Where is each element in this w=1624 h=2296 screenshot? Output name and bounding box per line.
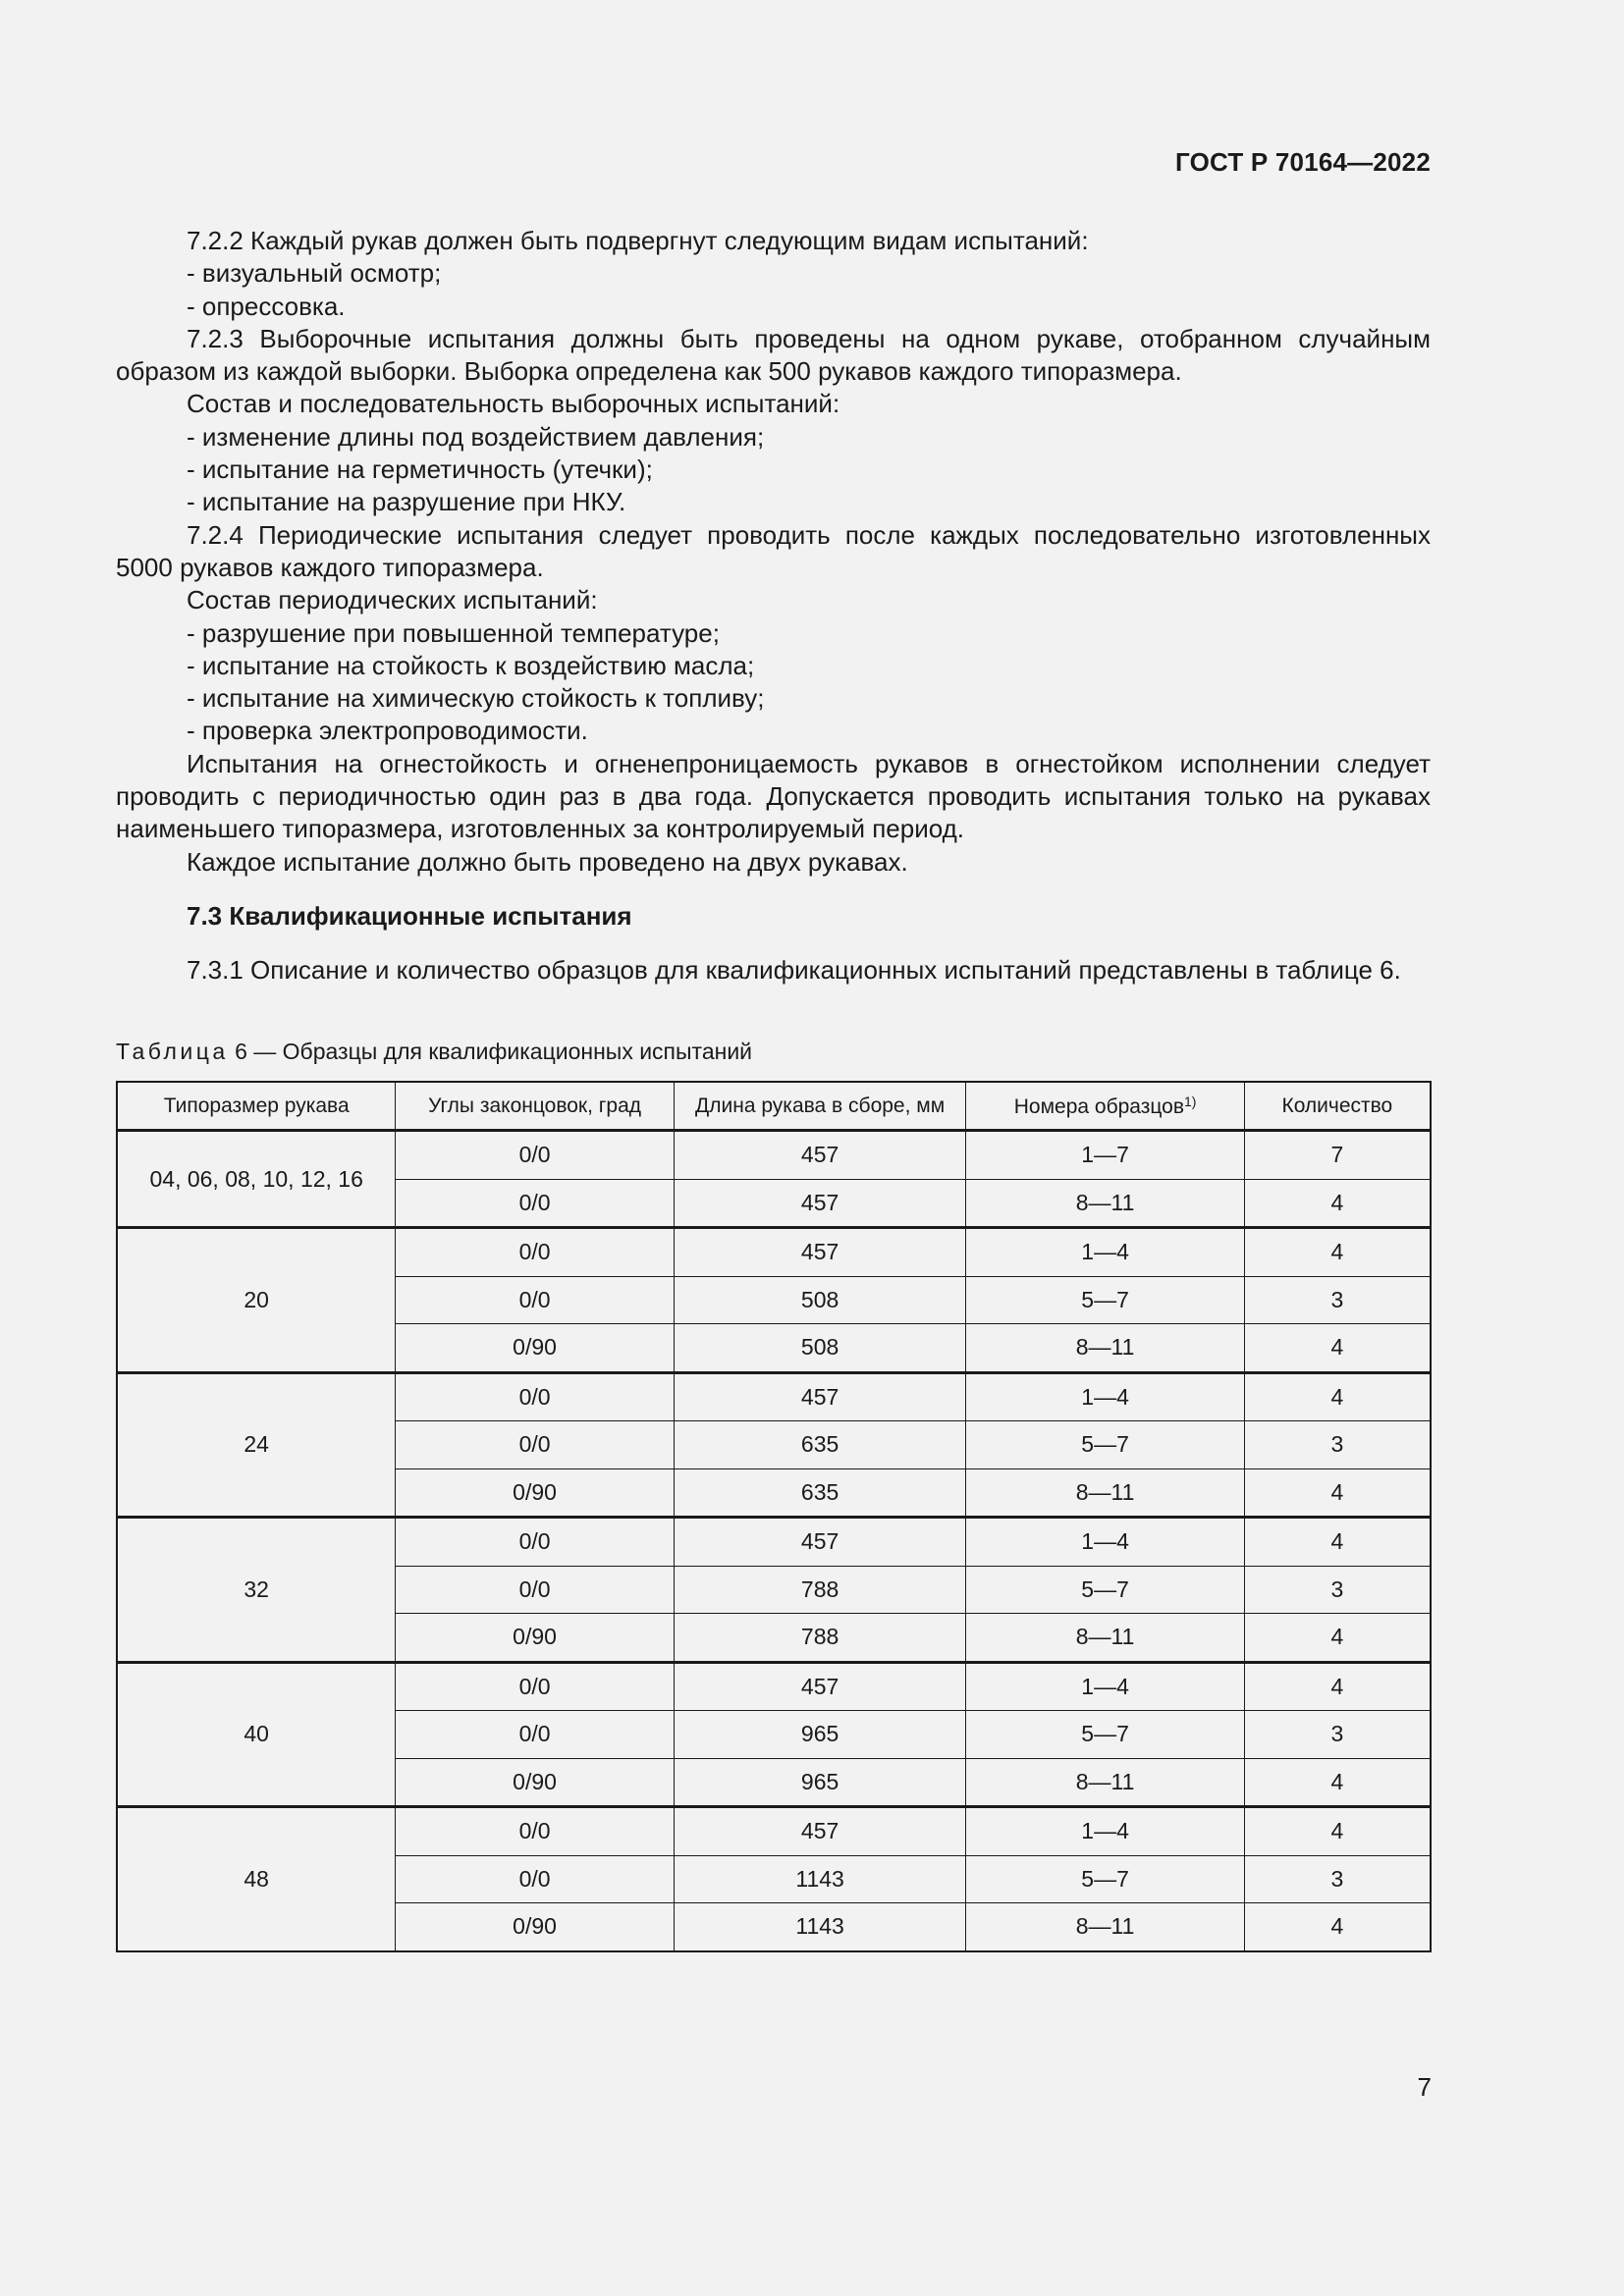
list-item: - испытание на разрушение при НКУ.	[187, 487, 626, 517]
table-cell: 0/0	[396, 1131, 674, 1180]
table-caption-label: Таблица	[116, 1039, 229, 1064]
table-cell: 8—11	[966, 1614, 1244, 1663]
table-cell: 1—4	[966, 1662, 1244, 1711]
table-row	[117, 1372, 1431, 1421]
list-item: - изменение длины под воздействием давления;	[187, 421, 765, 452]
table-cell: 0/0	[396, 1228, 674, 1277]
paragraph: 7.2.4 Периодические испытания следует проводить после каждых последовательно изготовленных 5000 рукавов каждого типоразмера.	[116, 519, 1431, 582]
table-cell: 0/90	[396, 1758, 674, 1807]
paragraph: Испытания на огнестойкость и огненепроницаемость рукавов в огнестойком исполнении следует проводить с периодичностью один раз в два года. Допускается проводить испытания только на рукавах наименьшего типоразмера, изготовленных за контролируемый период.	[116, 748, 1431, 844]
table-cell: 3	[1244, 1711, 1431, 1759]
table-cell: 0/0	[396, 1276, 674, 1324]
list-item: - испытание на герметичность (утечки);	[187, 454, 653, 485]
size-cell: 24	[117, 1372, 396, 1518]
table-cell: 457	[674, 1518, 966, 1567]
table-cell: 0/0	[396, 1566, 674, 1614]
table-cell: 0/90	[396, 1468, 674, 1518]
table-cell: 1—4	[966, 1228, 1244, 1277]
table-cell: 457	[674, 1372, 966, 1421]
table-cell: 8—11	[966, 1324, 1244, 1373]
table-cell: 8—11	[966, 1468, 1244, 1518]
paragraph: Состав периодических испытаний:	[187, 585, 598, 615]
paragraph: 7.3.1 Описание и количество образцов для квалификационных испытаний представлены в таблице 6.	[187, 954, 1401, 985]
paragraph: 7.2.3 Выборочные испытания должны быть проведены на одном рукаве, отобранном случайным образом из каждой выборки. Выборка определена как 500 рукавов каждого типоразмера.	[116, 323, 1431, 387]
table-cell: 4	[1244, 1228, 1431, 1277]
table-cell: 4	[1244, 1662, 1431, 1711]
paragraph: Каждое испытание должно быть проведено на двух рукавах.	[187, 846, 908, 877]
table-cell: 788	[674, 1566, 966, 1614]
table-cell: 4	[1244, 1614, 1431, 1663]
table-cell: 965	[674, 1711, 966, 1759]
table-cell: 0/90	[396, 1324, 674, 1373]
samples-table	[116, 1081, 1432, 1952]
table-cell: 0/0	[396, 1518, 674, 1567]
table-cell: 5—7	[966, 1566, 1244, 1614]
list-item: - проверка электропроводимости.	[187, 716, 588, 746]
list-item: - испытание на химическую стойкость к топливу;	[187, 683, 765, 714]
column-header: Типоразмер рукава	[117, 1082, 396, 1131]
table-cell: 0/0	[396, 1807, 674, 1856]
table-cell: 457	[674, 1228, 966, 1277]
table-cell: 0/90	[396, 1903, 674, 1951]
table-cell: 0/0	[396, 1711, 674, 1759]
table-cell: 5—7	[966, 1276, 1244, 1324]
table-row	[117, 1807, 1431, 1856]
table-cell: 0/0	[396, 1855, 674, 1903]
size-cell: 04, 06, 08, 10, 12, 16	[117, 1131, 396, 1228]
table-cell: 965	[674, 1758, 966, 1807]
table-cell: 3	[1244, 1421, 1431, 1469]
table-row	[117, 1662, 1431, 1711]
table-cell: 8—11	[966, 1758, 1244, 1807]
table-cell: 0/0	[396, 1372, 674, 1421]
list-item: - визуальный осмотр;	[187, 258, 442, 289]
section-heading: 7.3 Квалификационные испытания	[187, 900, 632, 931]
paragraph: 7.2.2 Каждый рукав должен быть подвергнут следующим видам испытаний:	[187, 226, 1089, 255]
page-number: 7	[1417, 2072, 1432, 2102]
table-cell: 8—11	[966, 1903, 1244, 1951]
table-cell: 5—7	[966, 1711, 1244, 1759]
table-cell: 5—7	[966, 1421, 1244, 1469]
size-cell: 40	[117, 1662, 396, 1807]
table-cell: 4	[1244, 1179, 1431, 1228]
table-cell: 4	[1244, 1468, 1431, 1518]
table-cell: 1143	[674, 1903, 966, 1951]
table-cell: 457	[674, 1179, 966, 1228]
table-cell: 0/0	[396, 1421, 674, 1469]
table-caption-text: 6 — Образцы для квалификационных испытаний	[235, 1039, 753, 1064]
table-cell: 0/0	[396, 1179, 674, 1228]
column-header	[966, 1082, 1244, 1131]
table-cell: 7	[1244, 1131, 1431, 1180]
table-header-row	[117, 1082, 1431, 1131]
table-cell: 4	[1244, 1372, 1431, 1421]
table-cell: 635	[674, 1468, 966, 1518]
column-header: Углы законцовок, град	[396, 1082, 674, 1131]
table-row	[117, 1518, 1431, 1567]
table-cell: 1—7	[966, 1131, 1244, 1180]
table-cell: 788	[674, 1614, 966, 1663]
list-item: - разрушение при повышенной температуре;	[187, 617, 720, 648]
table-cell: 8—11	[966, 1179, 1244, 1228]
paragraph: Состав и последовательность выборочных испытаний:	[187, 389, 840, 419]
table-cell: 4	[1244, 1518, 1431, 1567]
table-cell: 3	[1244, 1855, 1431, 1903]
table-cell: 1143	[674, 1855, 966, 1903]
size-cell: 32	[117, 1518, 396, 1663]
table-cell: 5—7	[966, 1855, 1244, 1903]
table-cell: 0/90	[396, 1614, 674, 1663]
footnote-mark: 1)	[1183, 1093, 1197, 1109]
table-cell: 1—4	[966, 1518, 1244, 1567]
table-cell: 457	[674, 1807, 966, 1856]
column-header: Длина рукава в сборе, мм	[674, 1082, 966, 1131]
table-cell: 4	[1244, 1324, 1431, 1373]
table-cell: 3	[1244, 1566, 1431, 1614]
table-cell: 457	[674, 1662, 966, 1711]
table-cell: 1—4	[966, 1372, 1244, 1421]
document-id: ГОСТ Р 70164—2022	[1175, 147, 1431, 177]
size-cell: 20	[117, 1228, 396, 1373]
list-item: - испытание на стойкость к воздействию масла;	[187, 650, 755, 680]
table-cell: 4	[1244, 1807, 1431, 1856]
table-cell: 635	[674, 1421, 966, 1469]
table-cell: 4	[1244, 1758, 1431, 1807]
table-cell: 0/0	[396, 1662, 674, 1711]
table-body	[117, 1131, 1431, 1951]
table-cell: 4	[1244, 1903, 1431, 1951]
column-header: Количество	[1244, 1082, 1431, 1131]
table-cell: 508	[674, 1276, 966, 1324]
table-row	[117, 1228, 1431, 1277]
size-cell: 48	[117, 1807, 396, 1951]
table-cell: 457	[674, 1131, 966, 1180]
document-body	[116, 225, 1431, 987]
table-caption	[116, 1039, 752, 1065]
table-row	[117, 1131, 1431, 1180]
table-cell: 1—4	[966, 1807, 1244, 1856]
column-header-text: Номера образцов	[1013, 1095, 1184, 1118]
list-item: - опрессовка.	[187, 291, 346, 321]
table-cell: 508	[674, 1324, 966, 1373]
table-cell: 3	[1244, 1276, 1431, 1324]
